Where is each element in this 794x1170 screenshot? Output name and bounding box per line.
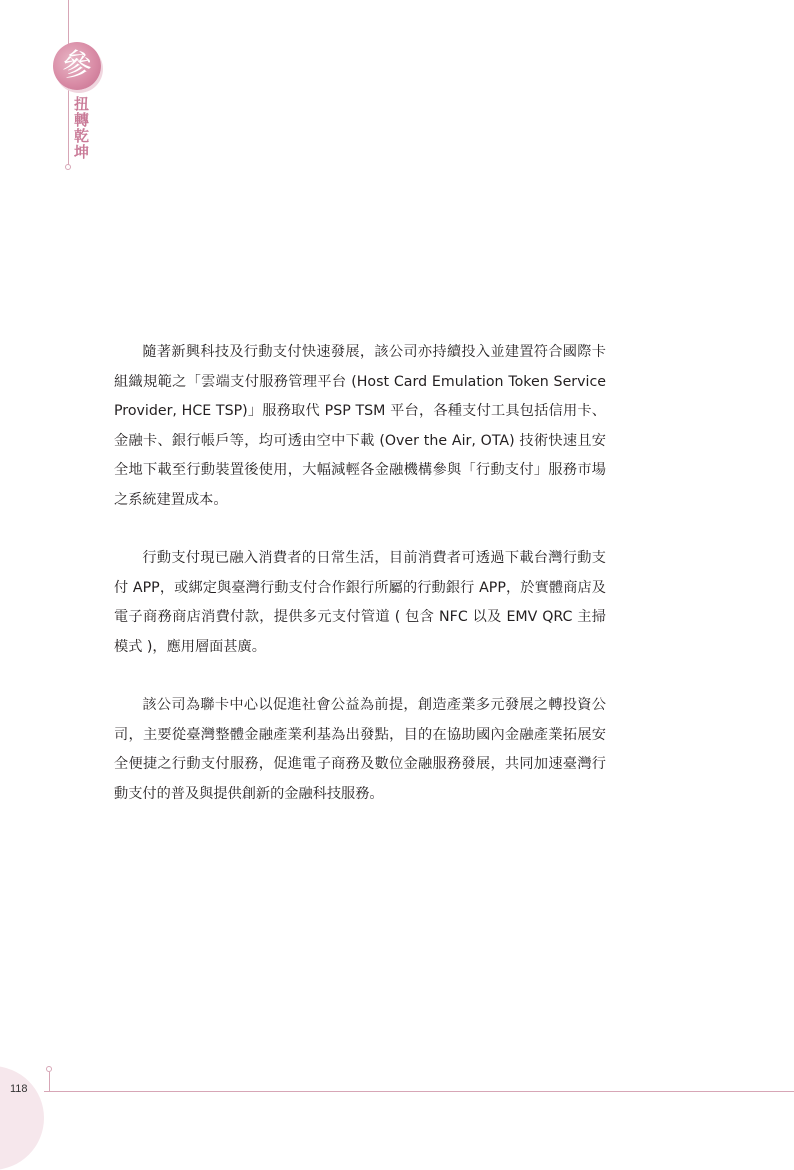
chapter-badge <box>53 42 101 90</box>
page-number: 118 <box>10 1083 28 1095</box>
chapter-title: 扭轉乾坤 <box>72 96 90 160</box>
footer-vertical-rule <box>49 1072 50 1092</box>
footer-decoration-arc <box>0 1066 44 1170</box>
paragraph-3: 該公司為聯卡中心以促進社會公益為前提，創造產業多元發展之轉投資公司，主要從臺灣整體金融產業利基為出發點，目的在協助國內金融產業拓展安全便捷之行動支付服務，促進電子商務及數位金融服務發展，共同加速臺灣行動支付的普及與提供創新的金融科技服務。 <box>114 697 606 802</box>
sidebar-rule-end-dot <box>65 164 71 170</box>
footer-rule <box>44 1091 794 1092</box>
paragraph-2: 行動支付現已融入消費者的日常生活，目前消費者可透過下載台灣行動支付 APP，或綁定與臺灣行動支付合作銀行所屬的行動銀行 APP，於實體商店及電子商務商店消費付款，提供多元支付管道 ( 包含 NFC 以及 EMV QRC 主掃模式 )，應用層面甚廣。 <box>114 550 606 655</box>
paragraph-1: 隨著新興科技及行動支付快速發展，該公司亦持續投入並建置符合國際卡組織規範之「雲端支付服務管理平台 (Host Card Emulation Token Service Provider, HCE TSP)」服務取代 PSP TSM 平台，各種支付工具包括信用卡、金融卡、銀行帳戶等，均可透由空中下載 (Over the Air, OTA) 技術快速且安全地下載至行動裝置後使用，大幅減輕各金融機構參與「行動支付」服務市場之系統建置成本。 <box>114 344 606 508</box>
footer-rule-dot <box>46 1066 52 1072</box>
chapter-badge-char: 參 <box>62 48 92 83</box>
body-text <box>114 338 606 838</box>
